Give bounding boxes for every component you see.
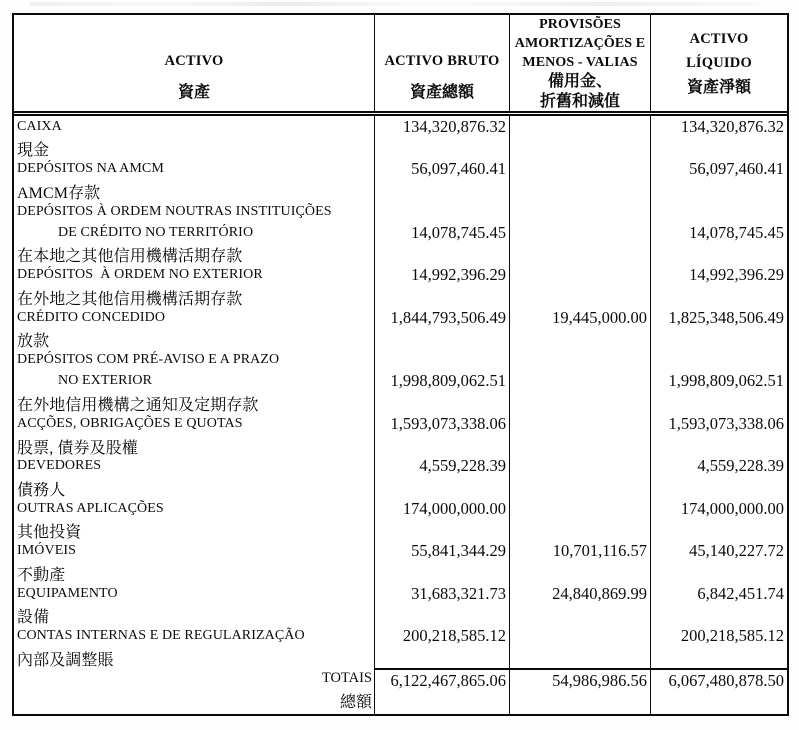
activo-liquido-value: [650, 647, 787, 670]
activo-bruto-value: 4,559,228.39: [374, 456, 509, 477]
activo-liquido-value: [650, 286, 787, 309]
provisoes-value: [509, 392, 650, 415]
provisoes-value: [509, 498, 650, 519]
header-activo-pt: ACTIVO: [164, 53, 224, 69]
header-activo-liquido-pt-line1: ACTIVO: [689, 30, 749, 47]
scan-artifact: [30, 2, 760, 6]
header-provisoes-zh-line2: 折舊和減值: [539, 92, 620, 110]
table-row: [14, 477, 787, 498]
table-row: [14, 307, 787, 328]
provisoes-value: [509, 137, 650, 160]
activo-bruto-value: 174,000,000.00: [374, 498, 509, 519]
activo-bruto-value: [374, 435, 509, 458]
totals-activo-liquido-value: 6,067,480,878.50: [650, 668, 787, 714]
activo-bruto-value: [374, 243, 509, 266]
row-label: DEPÓSITOS NA AMCM: [17, 161, 164, 177]
activo-bruto-value: [374, 392, 509, 415]
row-label: CONTAS INTERNAS E DE REGULARIZAÇÃO: [17, 628, 305, 644]
table-row: [14, 371, 787, 392]
provisoes-value: [509, 435, 650, 458]
table-header: [14, 15, 787, 116]
row-label: 股票, 債券及股權: [17, 439, 138, 457]
row-label: 設備: [17, 609, 50, 627]
activo-liquido-value: 4,559,228.39: [650, 456, 787, 477]
activo-bruto-value: 55,841,344.29: [374, 541, 509, 562]
row-label: DEPÓSITOS COM PRÉ-AVISO E A PRAZO: [17, 352, 280, 368]
provisoes-value: [509, 286, 650, 309]
activo-bruto-value: [374, 477, 509, 500]
table-row: [14, 222, 787, 243]
table-row: [14, 456, 787, 477]
table-row: [14, 392, 787, 413]
activo-bruto-value: 14,078,745.45: [374, 222, 509, 243]
provisoes-value: 10,701,116.57: [509, 541, 650, 562]
activo-bruto-value: [374, 519, 509, 542]
table-row: [14, 583, 787, 604]
table-row: [14, 328, 787, 349]
row-label: 其他投資: [17, 524, 82, 542]
table-row: [14, 137, 787, 158]
table-row: [14, 519, 787, 540]
row-label: DEPÓSITOS À ORDEM NOUTRAS INSTITUIÇÕES: [17, 203, 332, 219]
row-label: 在外地信用機構之通知及定期存款: [17, 397, 259, 415]
activo-liquido-value: [650, 477, 787, 500]
header-activo-liquido-pt-line2: LÍQUIDO: [686, 54, 752, 71]
activo-liquido-value: [650, 350, 787, 371]
activo-bruto-value: [374, 286, 509, 309]
header-activo: [14, 15, 374, 111]
row-label: 在本地之其他信用機構活期存款: [17, 248, 243, 266]
activo-liquido-value: 14,992,396.29: [650, 265, 787, 286]
provisoes-value: [509, 562, 650, 585]
provisoes-value: [509, 243, 650, 266]
table-row: [14, 435, 787, 456]
table-row: [14, 413, 787, 434]
provisoes-value: [509, 604, 650, 627]
row-label: DEPÓSITOS À ORDEM NO EXTERIOR: [17, 267, 263, 283]
activo-liquido-value: [650, 180, 787, 203]
row-label: 不動產: [17, 566, 66, 584]
activo-bruto-value: [374, 350, 509, 371]
activo-liquido-value: 1,825,348,506.49: [650, 307, 787, 328]
activo-liquido-value: 56,097,460.41: [650, 158, 787, 179]
activo-bruto-value: 1,844,793,506.49: [374, 307, 509, 328]
provisoes-value: [509, 371, 650, 392]
table-row: [14, 498, 787, 519]
row-label: 內部及調整賬: [17, 651, 114, 669]
provisoes-value: [509, 456, 650, 477]
provisoes-value: [509, 350, 650, 371]
totals-label-pt: TOTAIS: [321, 670, 372, 686]
table-row: [14, 350, 787, 371]
provisoes-value: [509, 647, 650, 670]
table-row: [14, 604, 787, 625]
table-row: [14, 158, 787, 179]
activo-bruto-value: 1,998,809,062.51: [374, 371, 509, 392]
activo-bruto-value: 14,992,396.29: [374, 265, 509, 286]
header-activo-liquido: [650, 15, 787, 111]
table-row: [14, 541, 787, 562]
activo-liquido-value: [650, 604, 787, 627]
totals-row: [14, 668, 787, 714]
activo-bruto-value: 1,593,073,338.06: [374, 413, 509, 434]
row-label: DEVEDORES: [17, 458, 102, 474]
provisoes-value: [509, 519, 650, 542]
activo-liquido-value: [650, 201, 787, 222]
provisoes-value: [509, 265, 650, 286]
header-provisoes-zh-line1: 備用金、: [547, 72, 612, 90]
table-row: [14, 647, 787, 668]
header-provisoes-pt-line1: PROVISÕES: [539, 16, 621, 32]
activo-liquido-value: 6,842,451.74: [650, 583, 787, 604]
table-row: [14, 286, 787, 307]
provisoes-value: [509, 413, 650, 434]
activo-liquido-value: [650, 562, 787, 585]
row-label: 現金: [17, 142, 50, 160]
row-label: AMCM存款: [17, 184, 101, 202]
header-activo-zh: 資產: [177, 84, 210, 101]
provisoes-value: [509, 222, 650, 243]
provisoes-value: [509, 116, 650, 137]
row-label: OUTRAS APLICAÇÕES: [17, 500, 164, 516]
totals-label-zh: 總額: [339, 694, 372, 711]
header-activo-bruto-pt: ACTIVO BRUTO: [384, 53, 500, 69]
totals-activo-bruto-value: 6,122,467,865.06: [374, 668, 509, 714]
row-label: 債務人: [17, 481, 66, 499]
table-body: [14, 116, 787, 668]
row-label: ACÇÕES, OBRIGAÇÕES E QUOTAS: [17, 415, 243, 431]
provisoes-value: [509, 180, 650, 203]
activo-bruto-value: 134,320,876.32: [374, 116, 509, 137]
activo-liquido-value: [650, 519, 787, 542]
activo-liquido-value: [650, 435, 787, 458]
row-label: IMÓVEIS: [17, 543, 77, 559]
activo-bruto-value: [374, 647, 509, 670]
activo-liquido-value: 1,998,809,062.51: [650, 371, 787, 392]
activo-liquido-value: 134,320,876.32: [650, 116, 787, 137]
activo-bruto-value: [374, 201, 509, 222]
provisoes-value: [509, 626, 650, 647]
row-label: 放款: [17, 333, 50, 351]
table-row: [14, 265, 787, 286]
activo-bruto-value: [374, 137, 509, 160]
activo-liquido-value: 45,140,227.72: [650, 541, 787, 562]
table-row: [14, 243, 787, 264]
activo-liquido-value: 174,000,000.00: [650, 498, 787, 519]
row-label: DE CRÉDITO NO TERRITÓRIO: [58, 224, 254, 240]
activo-liquido-value: 14,078,745.45: [650, 222, 787, 243]
header-provisoes-pt-line3: MENOS - VALIAS: [522, 54, 638, 70]
provisoes-value: [509, 158, 650, 179]
header-provisoes-pt-line2: AMORTIZAÇÕES E: [514, 35, 646, 51]
totals-label: [14, 668, 374, 714]
activo-bruto-value: [374, 328, 509, 351]
activo-liquido-value: [650, 392, 787, 415]
provisoes-value: [509, 201, 650, 222]
row-label: CAIXA: [17, 118, 62, 134]
activo-bruto-value: 56,097,460.41: [374, 158, 509, 179]
provisoes-value: 19,445,000.00: [509, 307, 650, 328]
activo-liquido-value: 200,218,585.12: [650, 626, 787, 647]
activo-bruto-value: 31,683,321.73: [374, 583, 509, 604]
assets-balance-sheet-table: [12, 13, 789, 716]
table-row: [14, 562, 787, 583]
activo-liquido-value: [650, 243, 787, 266]
row-label: CRÉDITO CONCEDIDO: [17, 309, 166, 325]
provisoes-value: [509, 477, 650, 500]
provisoes-value: 24,840,869.99: [509, 583, 650, 604]
table-row: [14, 626, 787, 647]
header-activo-liquido-zh: 資產淨額: [686, 78, 751, 96]
activo-bruto-value: [374, 562, 509, 585]
header-provisoes: [509, 15, 650, 111]
table-row: [14, 201, 787, 222]
activo-bruto-value: [374, 604, 509, 627]
header-activo-bruto: [374, 15, 509, 111]
provisoes-value: [509, 328, 650, 351]
activo-bruto-value: [374, 180, 509, 203]
table-row: [14, 116, 787, 137]
totals-provisoes-value: 54,986,986.56: [509, 668, 650, 714]
row-label: NO EXTERIOR: [58, 373, 153, 389]
row-label: 在外地之其他信用機構活期存款: [17, 290, 243, 308]
table-row: [14, 180, 787, 201]
activo-liquido-value: [650, 328, 787, 351]
row-label: EQUIPAMENTO: [17, 585, 118, 601]
activo-liquido-value: 1,593,073,338.06: [650, 413, 787, 434]
activo-bruto-value: 200,218,585.12: [374, 626, 509, 647]
header-activo-bruto-zh: 資產總額: [409, 84, 474, 101]
activo-liquido-value: [650, 137, 787, 160]
